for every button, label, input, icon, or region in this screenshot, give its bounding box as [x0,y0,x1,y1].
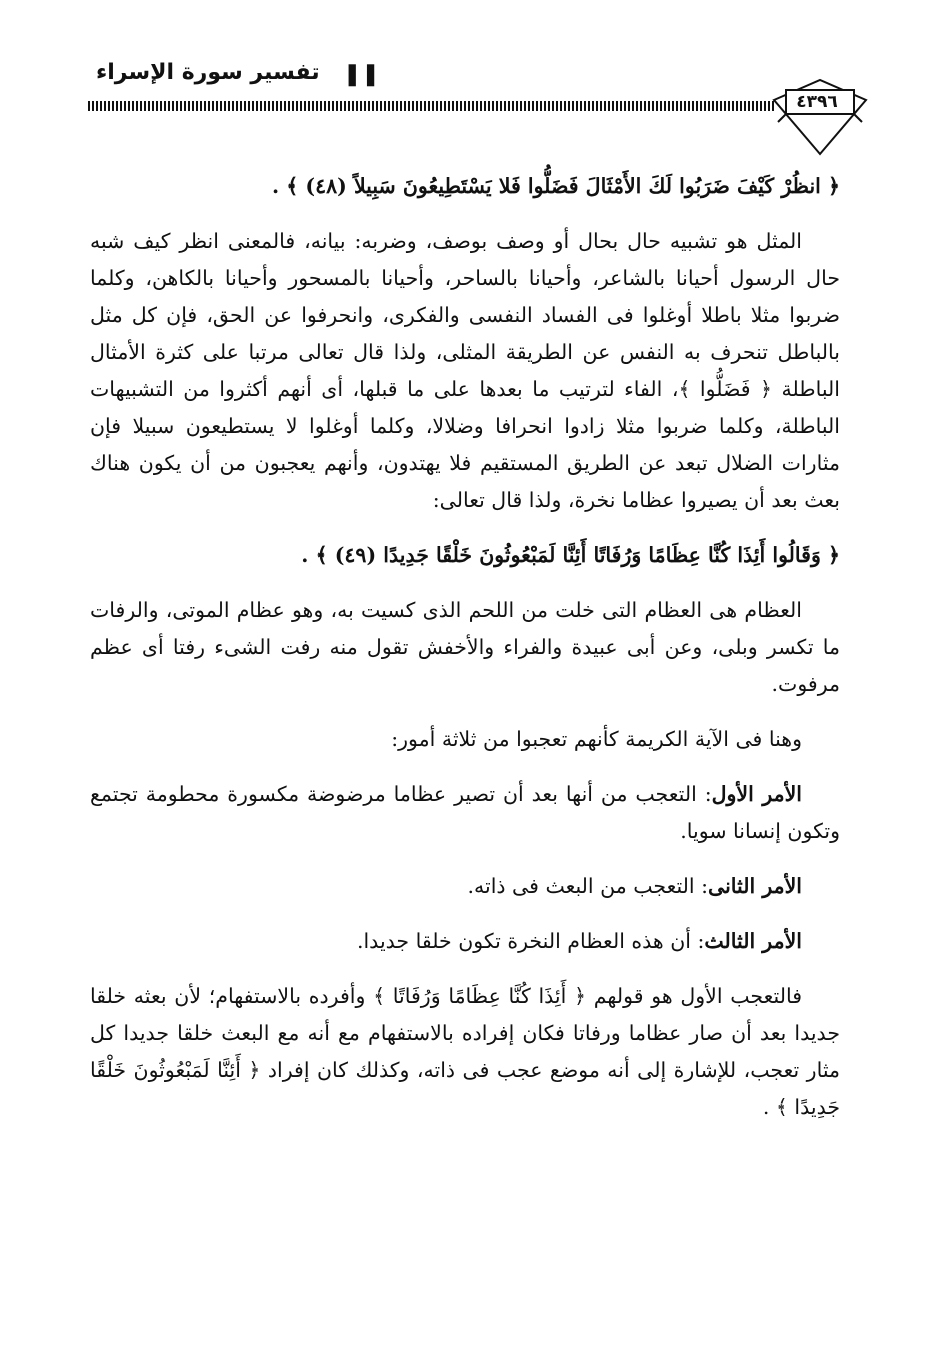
header-ornament: ❚❚ [343,62,380,87]
list-item-second [90,868,840,905]
item-label: الأمر الثانى [708,874,802,898]
list-item-third [90,923,840,960]
verse-49: ﴿ وَقَالُوا أَئِذَا كُنَّا عِظَامًا وَرُفَاتًا أَئِنَّا لَمَبْعُوثُونَ خَلْقًا جَدِيدًا (٤٩) ﴾ . [301,543,840,567]
item-text: : التعجب من البعث فى ذاته. [467,874,709,898]
page-body [90,168,840,1144]
running-header-title: تفسير سورة الإسراء [96,60,320,85]
commentary-paragraph-1: المثل هو تشبيه حال بحال أو وصف بوصف، وضربه: بيانه، فالمعنى انظر كيف شبه حال الرسول أحيانا بالشاعر، وأحيانا بالساحر، وأحيانا بالمسحور وأحيانا بالكاهن، وكلما ضربوا مثلا باطلا أوغلوا فى الفساد النفسى والفكرى، وانحرفوا عن الحق، فإن كل مثل بالباطل تنحرف به النفس عن الطريقة المثلى، ولذا قال تعالى مرتبا على كثرة الأمثال الباطلة ﴿ فَضَلُّوا ﴾، الفاء لترتيب ما بعدها على ما قبلها، أى أنهم أكثروا من التشبيهات الباطلة، وكلما ضربوا مثلا زادوا انحرافا وضلالا، وكلما أوغلوا لا يستطيعون سبيلا فإن مثارات الضلال تبعد عن الطريق المستقيم فلا يهتدون، وأنهم يعجبون من أن يكون هناك بعث بعد أن يصيروا عظاما نخرة، ولذا قال تعالى: [90,229,840,512]
item-text: : التعجب من أنها بعد أن تصير عظاما مرضوضة مكسورة محطومة تجتمع وتكون إنسانا سويا. [90,782,840,843]
list-item-first [90,776,840,850]
item-text: : أن هذه العظام النخرة تكون خلقا جديدا. [356,929,705,953]
header-rule [88,101,774,111]
page-number-badge [770,78,870,158]
item-label: الأمر الثالث [704,929,802,953]
commentary-paragraph-2: العظام هى العظام التى خلت من اللحم الذى كسيت به، وهو عظام الموتى، والرفات ما تكسر وبلى، وعن أبى عبيدة والفراء والأخفش تقول منه رفت الشىء رفتا أى عظم مرفوت. [90,598,840,696]
page-number: ٤٣٩٦ [796,92,838,112]
commentary-paragraph-3: وهنا فى الآية الكريمة كأنهم تعجبوا من ثلاثة أمور: [391,727,802,751]
verse-48: ﴿ انظُرْ كَيْفَ ضَرَبُوا لَكَ الأَمْثَالَ فَضَلُّوا فَلا يَسْتَطِيعُونَ سَبِيلاً (٤٨) ﴾ . [271,174,840,198]
item-label: الأمر الأول [711,782,803,806]
commentary-paragraph-4: فالتعجب الأول هو قولهم ﴿ أَئِذَا كُنَّا عِظَامًا وَرُفَاتًا ﴾ وأفرده بالاستفهام؛ لأن بعثه خلقا جديدا بعد أن صار عظاما ورفاتا فكان إفراده بالاستفهام مع أنه مع البعث خلقا جديدا كل مثار تعجب، للإشارة إلى أنه موضع عجب فى ذاته، وكذلك كان إفراد ﴿ أَئِنَّا لَمَبْعُوثُونَ خَلْقًا جَدِيدًا ﴾ . [90,984,840,1119]
